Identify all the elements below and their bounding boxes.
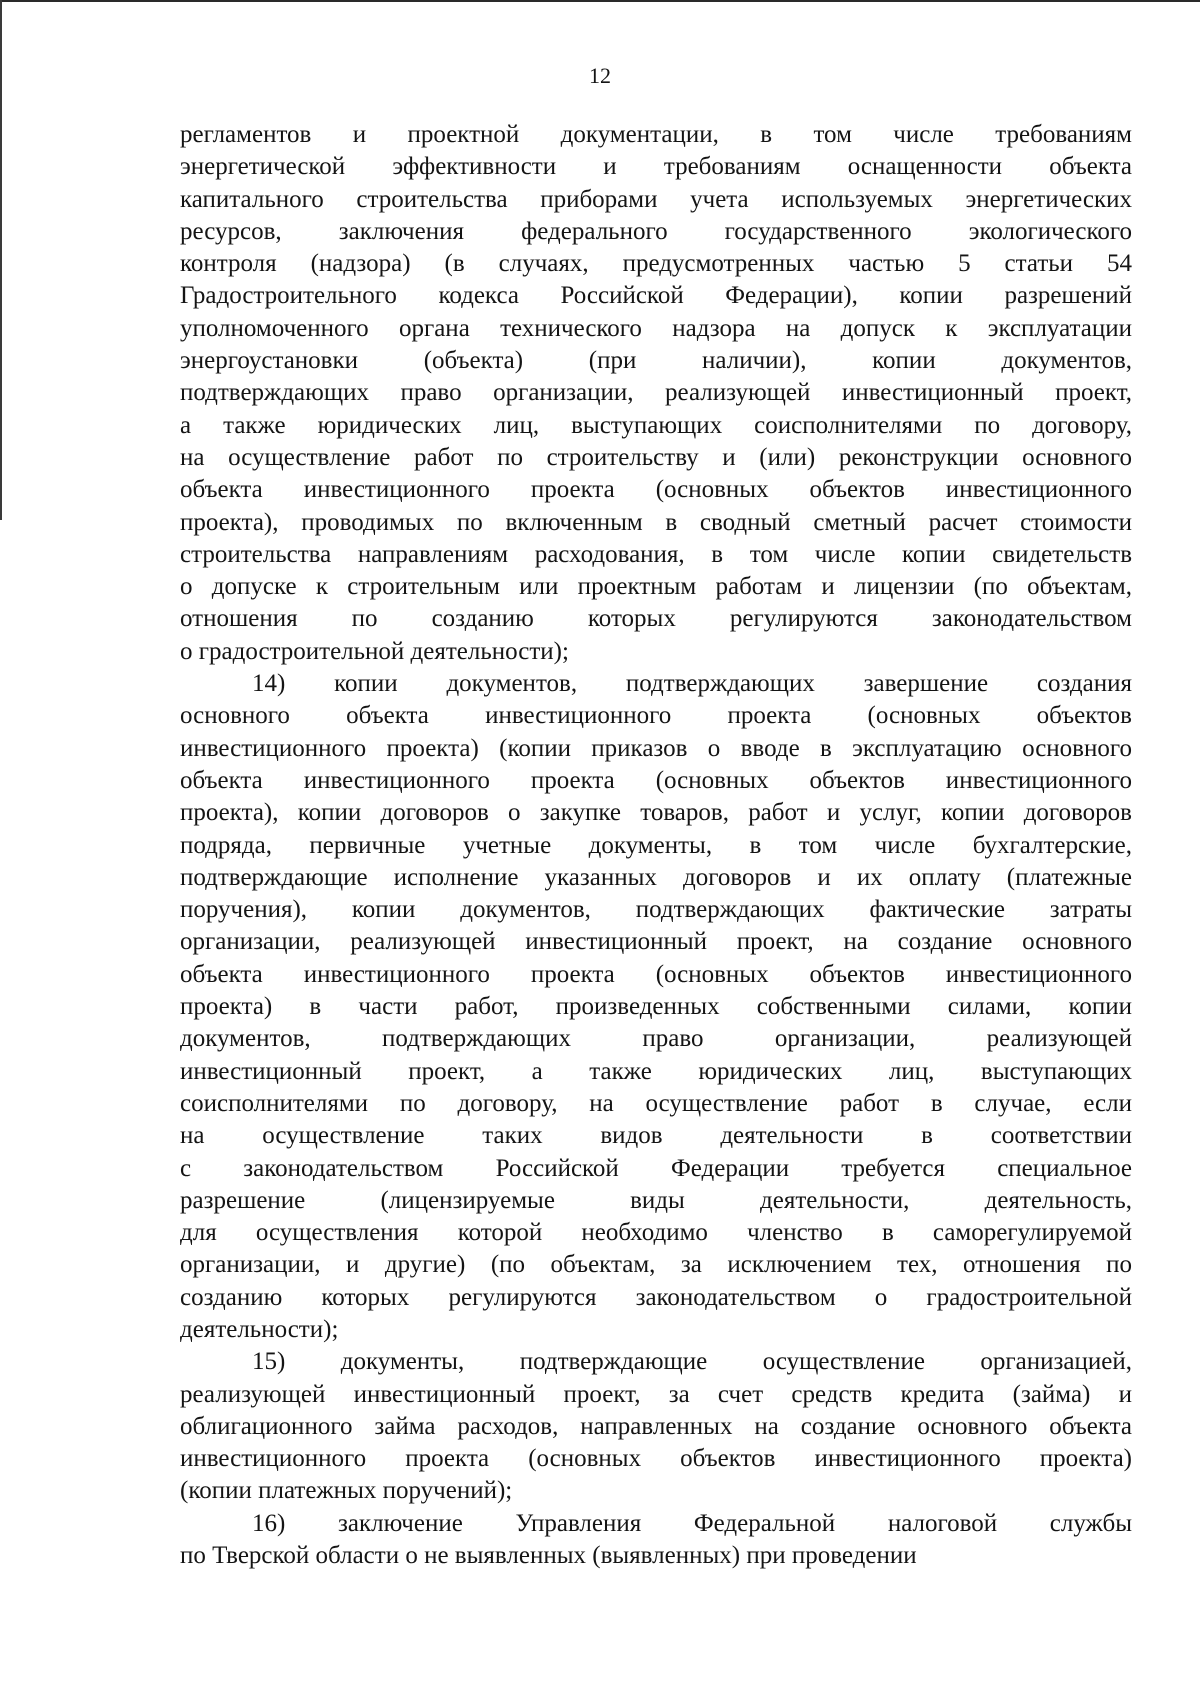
text-line: по Тверской области о не выявленных (выявленных) при проведении bbox=[180, 1542, 917, 1570]
text-line: реализующей инвестиционный проект, за счет средств кредита (займа) и bbox=[180, 1380, 1132, 1408]
text-line: проекта) в части работ, произведенных собственными силами, копии bbox=[180, 993, 1132, 1021]
text-line: а также юридических лиц, выступающих соисполнителями по договору, bbox=[180, 411, 1132, 439]
text-line: основного объекта инвестиционного проекта (основных объектов bbox=[180, 702, 1132, 730]
text-line: поручения), копии документов, подтверждающих фактические затраты bbox=[180, 896, 1132, 924]
text-line: 16) заключение Управления Федеральной налоговой службы bbox=[252, 1509, 1132, 1537]
text-line: подтверждающие исполнение указанных договоров и их оплату (платежные bbox=[180, 863, 1132, 891]
text-line: для осуществления которой необходимо членство в саморегулируемой bbox=[180, 1219, 1132, 1247]
text-line: 15) документы, подтверждающие осуществление организацией, bbox=[252, 1348, 1132, 1376]
text-line: созданию которых регулируются законодательством о градостроительной bbox=[180, 1283, 1132, 1311]
text-line: строительства направлениям расходования, в том числе копии свидетельств bbox=[180, 540, 1132, 568]
text-line: капитального строительства приборами учета используемых энергетических bbox=[180, 185, 1132, 213]
text-line: инвестиционного проекта (основных объектов инвестиционного проекта) bbox=[180, 1445, 1132, 1473]
text-line: энергоустановки (объекта) (при наличии), копии документов, bbox=[180, 347, 1132, 375]
text-line: объекта инвестиционного проекта (основных объектов инвестиционного bbox=[180, 960, 1132, 988]
text-line: о допуске к строительным или проектным работам и лицензии (по объектам, bbox=[180, 573, 1132, 601]
text-line: (копии платежных поручений); bbox=[180, 1477, 513, 1505]
text-line: организации, реализующей инвестиционный проект, на создание основного bbox=[180, 928, 1132, 956]
paragraph bbox=[180, 119, 1132, 668]
paragraph bbox=[180, 668, 1132, 1346]
text-line: объекта инвестиционного проекта (основных объектов инвестиционного bbox=[180, 476, 1132, 504]
text-line: проекта), копии договоров о закупке товаров, работ и услуг, копии договоров bbox=[180, 799, 1132, 827]
text-line: соисполнителями по договору, на осуществление работ в случае, если bbox=[180, 1089, 1132, 1117]
text-line: энергетической эффективности и требованиям оснащенности объекта bbox=[180, 153, 1132, 181]
text-line: документов, подтверждающих право организации, реализующей bbox=[180, 1025, 1132, 1053]
text-line: контроля (надзора) (в случаях, предусмотренных частью 5 статьи 54 bbox=[180, 250, 1132, 278]
text-line: проекта), проводимых по включенным в сводный сметный расчет стоимости bbox=[180, 508, 1132, 536]
text-line: инвестиционного проекта) (копии приказов о вводе в эксплуатацию основного bbox=[180, 734, 1132, 762]
text-line: облигационного займа расходов, направленных на создание основного объекта bbox=[180, 1412, 1132, 1440]
scan-edge-top bbox=[0, 0, 1200, 2]
text-line: подтверждающих право организации, реализующей инвестиционный проект, bbox=[180, 379, 1132, 407]
text-line: уполномоченного органа технического надзора на допуск к эксплуатации bbox=[180, 314, 1132, 342]
text-line: инвестиционный проект, а также юридических лиц, выступающих bbox=[180, 1057, 1132, 1085]
text-line: 14) копии документов, подтверждающих завершение создания bbox=[252, 670, 1132, 698]
page-number: 12 bbox=[589, 63, 611, 88]
paragraph bbox=[180, 1508, 1132, 1573]
text-line: регламентов и проектной документации, в том числе требованиям bbox=[180, 121, 1132, 148]
text-line: отношения по созданию которых регулируются законодательством bbox=[180, 605, 1132, 633]
text-line: разрешение (лицензируемые виды деятельности, деятельность, bbox=[180, 1186, 1132, 1214]
text-line: подряда, первичные учетные документы, в том числе бухгалтерские, bbox=[180, 831, 1132, 859]
text-line: деятельности); bbox=[180, 1315, 339, 1343]
text-line: ресурсов, заключения федерального государственного экологического bbox=[180, 217, 1132, 245]
text-line: Градостроительного кодекса Российской Федерации), копии разрешений bbox=[180, 282, 1132, 310]
text-line: организации, и другие) (по объектам, за исключением тех, отношения по bbox=[180, 1251, 1132, 1279]
text-line: на осуществление таких видов деятельности в соответствии bbox=[180, 1122, 1132, 1150]
text-line: о градостроительной деятельности); bbox=[180, 637, 569, 665]
document-body bbox=[180, 119, 1132, 1572]
text-line: объекта инвестиционного проекта (основных объектов инвестиционного bbox=[180, 766, 1132, 794]
text-line: с законодательством Российской Федерации требуется специальное bbox=[180, 1154, 1132, 1182]
text-line: на осуществление работ по строительству и (или) реконструкции основного bbox=[180, 443, 1132, 471]
paragraph bbox=[180, 1346, 1132, 1507]
